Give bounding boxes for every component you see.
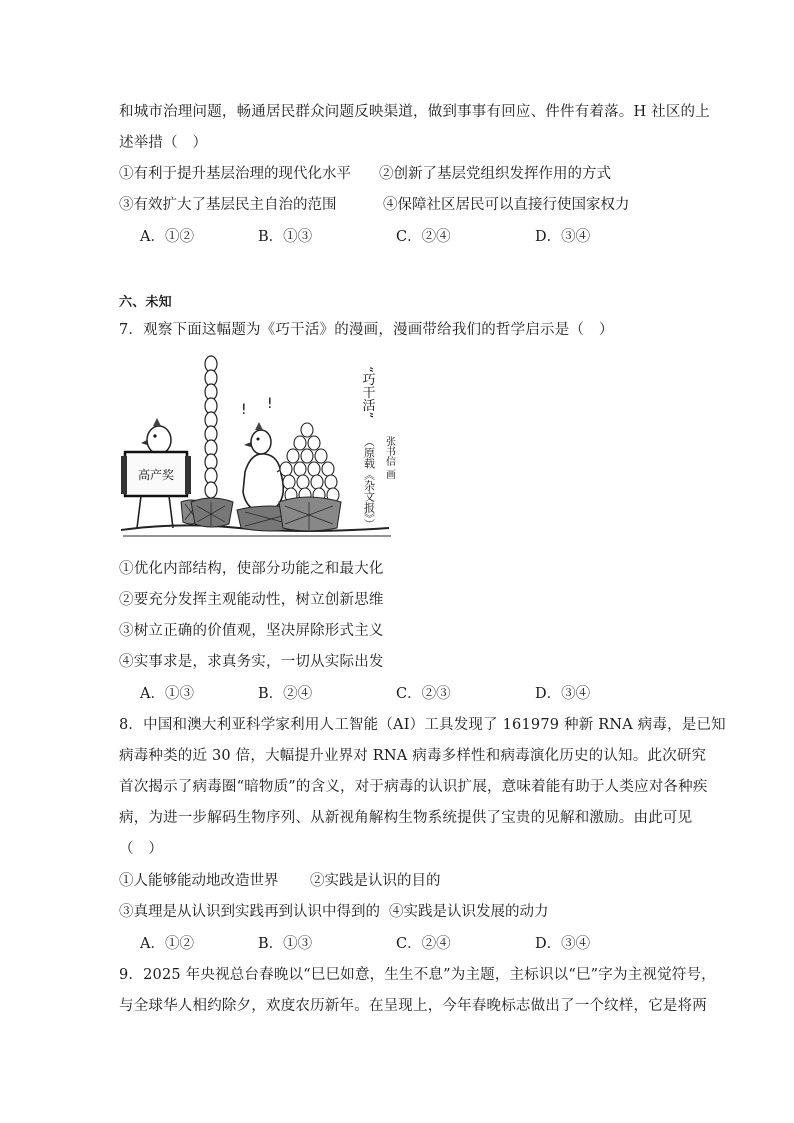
q7-option-b[interactable]: B．②④: [258, 686, 313, 702]
q7-statement-2: ②要充分发挥主观能动性，树立创新思维: [119, 592, 384, 608]
q6-statement-2: ②创新了基层党组织发挥作用的方式: [379, 166, 611, 182]
cartoon-author: 张书信 画: [383, 436, 395, 480]
q7-statement-4: ④实事求是，求真务实，一切从实际出发: [119, 654, 384, 670]
q8-option-c[interactable]: C．②④: [396, 936, 451, 952]
cartoon-source: （原载《杂文报》）: [362, 436, 376, 530]
q6-text-line-2: 述举措（ ）: [119, 135, 208, 151]
q6-option-a[interactable]: A．①②: [140, 229, 194, 245]
board-label: 高产奖: [137, 468, 175, 482]
q8-option-d[interactable]: D．③④: [535, 936, 591, 952]
q7-statement-3: ③树立正确的价值观，坚决屏除形式主义: [119, 623, 384, 639]
q8-statement-3: ③真理是从认识到实践再到认识中得到的: [119, 904, 380, 920]
q8-text-line-3: 首次揭示了病毒圈“暗物质”的含义，对于病毒的认识扩展，意味着能有助于人类应对各种疾: [119, 779, 708, 795]
q8-option-b[interactable]: B．①③: [258, 936, 313, 952]
q6-statement-4: ④保障社区居民可以直接行使国家权力: [383, 197, 630, 213]
cartoon-title: “巧干活”: [359, 366, 375, 419]
q6-option-c[interactable]: C．②④: [396, 229, 451, 245]
q8-text-line-2: 病毒种类的近 30 倍，大幅提升业界对 RNA 病毒多样性和病毒演化历史的认知。此次研究: [119, 748, 707, 764]
q8-text-line-5: （ ）: [119, 841, 164, 857]
q6-statement-3: ③有效扩大了基层民主自治的范围: [119, 197, 337, 213]
cartoon-image: [119, 352, 399, 542]
q8-option-a[interactable]: A．①②: [140, 936, 194, 952]
q8-statement-1: ①人能够能动地改造世界: [119, 873, 279, 889]
q8-text-line-4: 病，为进一步解码生物序列、从新视角解构生物系统提供了宝贵的见解和激励。由此可见: [119, 810, 693, 826]
q6-option-b[interactable]: B．①③: [258, 229, 313, 245]
q9-text-line-2: 与全球华人相约除夕，欢度农历新年。在呈现上，今年春晚标志做出了一个纹样，它是将两: [119, 998, 707, 1014]
q6-statement-1: ①有利于提升基层治理的现代化水平: [119, 166, 351, 182]
svg-text:!: !: [241, 402, 247, 418]
q7-statement-1: ①优化内部结构，使部分功能之和最大化: [119, 561, 384, 577]
q8-statement-4: ④实践是认识发展的动力: [389, 904, 549, 920]
svg-text:!: !: [267, 396, 273, 412]
q7-stem: 7．观察下面这幅题为《巧干活》的漫画，漫画带给我们的哲学启示是（ ）: [119, 322, 614, 338]
q7-option-c[interactable]: C．②③: [396, 686, 451, 702]
q8-statement-2: ②实践是认识的目的: [310, 873, 441, 889]
q7-option-d[interactable]: D．③④: [535, 686, 591, 702]
q6-option-d[interactable]: D．③④: [535, 229, 591, 245]
q6-text-line-1: 和城市治理问题，畅通居民群众问题反映渠道，做到事事有回应、件件有着落。H 社区的上: [119, 104, 710, 120]
cartoon-drawing: [119, 352, 399, 542]
section-title: 六、未知: [119, 295, 172, 310]
q7-option-a[interactable]: A．①③: [140, 686, 194, 702]
q9-text-line-1: 9．2025 年央视总台春晚以“巳巳如意，生生不息”为主题，主标识以“巳”字为主视觉符号，: [119, 967, 716, 983]
q8-text-line-1: 8．中国和澳大利亚科学家利用人工智能（AI）工具发现了 161979 种新 RNA 病毒，是已知: [119, 717, 726, 733]
